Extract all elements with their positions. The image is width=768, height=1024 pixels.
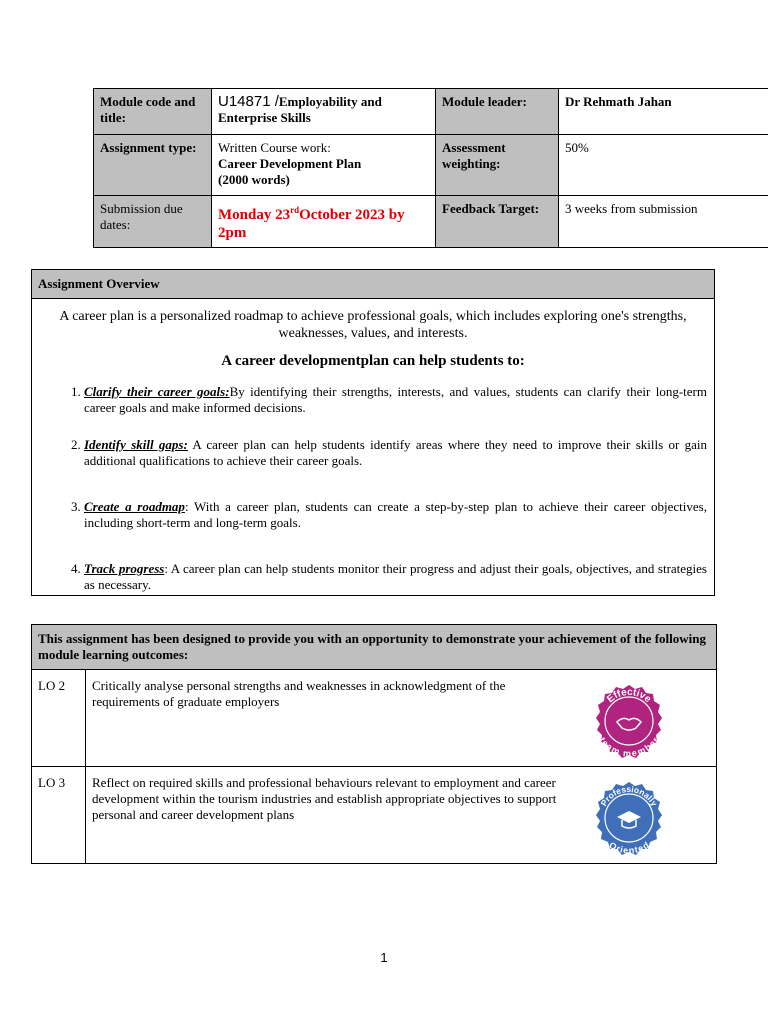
list-item: 3. Create a roadmap: With a career plan, students can create a step-by-step plan to achieve their career objectives, including short-term and long-term goals. [84, 499, 707, 531]
lo-text: Critically analyse personal strengths and weaknesses in acknowledgment of the requirements of graduate employers [92, 678, 506, 709]
assignment-type [212, 135, 436, 196]
svg-text:team member: team member [597, 735, 661, 759]
svg-text:Professionally: Professionally [598, 783, 660, 808]
outcomes-heading: This assignment has been designed to provide you with an opportunity to demonstrate your achievement of the following module learning outcomes: [32, 625, 717, 670]
assignment-type-line3: (2000 words) [218, 172, 290, 187]
overview-heading: Assignment Overview [32, 270, 714, 299]
lo-row [86, 767, 717, 864]
lo-code: LO 2 [32, 670, 86, 767]
page-number: 1 [380, 950, 388, 965]
learning-outcomes-table [31, 624, 717, 864]
feedback-label: Feedback Target: [436, 196, 559, 248]
submission-label: Submission due dates: [94, 196, 212, 248]
module-leader-label: Module leader: [436, 89, 559, 135]
module-code: U14871 / [218, 93, 279, 110]
feedback-target: 3 weeks from submission [559, 196, 768, 248]
list-item: 4. Track progress: A career plan can help students monitor their progress and adjust their goals, objectives, and strategies as necessary. [84, 561, 707, 593]
module-title: Employability and Enterprise Skills [218, 94, 382, 125]
lo-text: Reflect on required skills and professional behaviours relevant to employment and career development within the tourism industries and establish appropriate objectives to support personal and career development plans [92, 775, 557, 822]
lo-row [86, 670, 717, 767]
overview-intro: A career plan is a personalized roadmap to achieve professional goals, which includes exploring one's strengths, weaknesses, values, and interests. [59, 309, 687, 341]
assignment-overview-box [31, 269, 715, 596]
assignment-type-line1: Written Course work: [218, 140, 331, 155]
overview-points [84, 384, 707, 593]
module-leader: Dr Rehmath Jahan [559, 89, 768, 135]
module-code-label: Module code and title: [94, 89, 212, 135]
list-item: 1. Clarify their career goals:By identifying their strengths, interests, and values, students can clarify their long-term career goals and make informed decisions. [84, 384, 707, 416]
professionally-oriented-badge-icon [586, 775, 672, 861]
overview-subheading: A career developmentplan can help students to: [221, 353, 525, 369]
list-item: 2. Identify skill gaps: A career plan can help students identify areas where they need to improve their skills or gain additional qualifications to achieve their career goals. [84, 437, 707, 469]
effective-team-member-badge-icon [586, 678, 672, 764]
weighting-label: Assessment weighting: [436, 135, 559, 196]
module-code-title [212, 89, 436, 135]
assignment-type-label: Assignment type: [94, 135, 212, 196]
assignment-type-line2: Career Development Plan [218, 156, 362, 171]
svg-text:Oriented: Oriented [607, 840, 651, 856]
module-info-table [93, 88, 768, 248]
svg-text:Effective: Effective [605, 686, 654, 706]
submission-date: Monday 23rdOctober 2023 by 2pm [212, 196, 436, 248]
weighting: 50% [559, 135, 768, 196]
lo-code: LO 3 [32, 767, 86, 864]
